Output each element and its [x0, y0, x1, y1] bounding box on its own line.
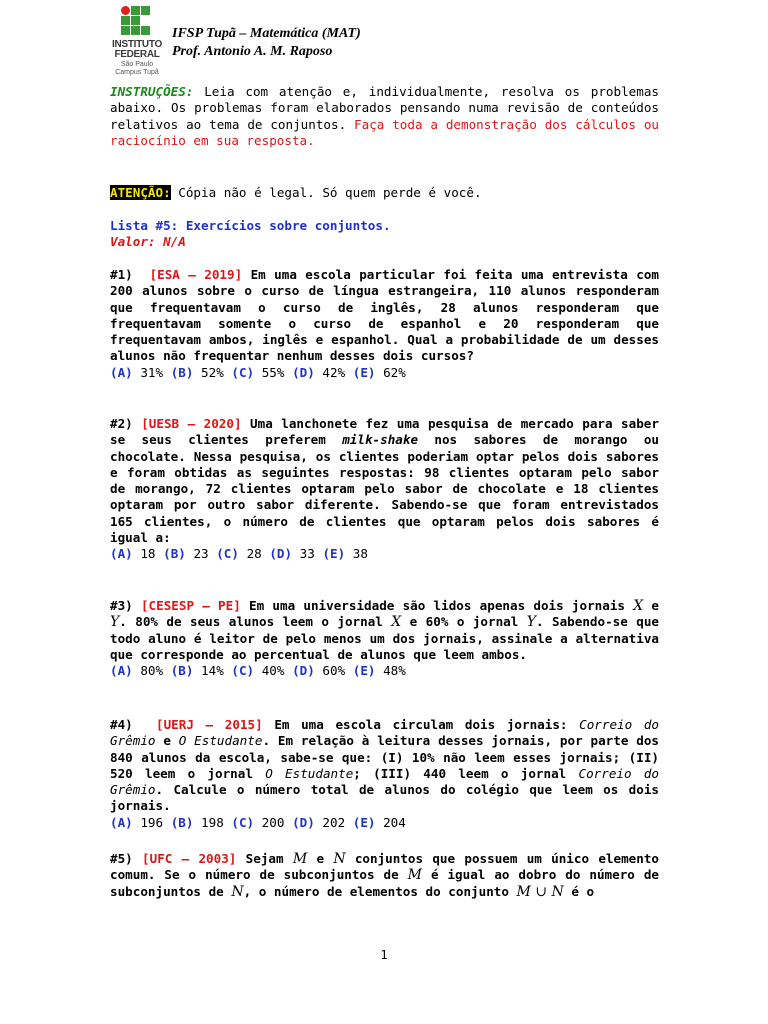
question-source: [ESA – 2019] — [149, 267, 243, 282]
instructions — [110, 84, 659, 149]
option-value: 198 — [201, 814, 224, 830]
ifsp-logo — [104, 6, 162, 78]
option-value: 33 — [299, 546, 315, 562]
question-text: é igual ao dobro do número de subconjuntos de — [110, 867, 659, 899]
option-letter: (B) — [170, 364, 194, 380]
journal-name: Correio do Grêmio — [110, 717, 659, 749]
option-value: 196 — [140, 814, 164, 830]
variable-n: N — [231, 883, 244, 900]
question-number: #2) — [110, 416, 133, 431]
attention — [110, 185, 659, 201]
instructions-text: Leia com atenção e, individualmente, resolva os problemas abaixo. Os problemas foram elaborados pensando numa revisão de conteúdos relativos ao tema de conjuntos. — [110, 84, 659, 132]
question-text: Em uma escola circulam dois jornais: — [274, 717, 580, 732]
question-source: [UFC – 2003] — [142, 851, 237, 866]
question-source: [UESB – 2020] — [141, 416, 242, 431]
question-5 — [110, 851, 659, 900]
options — [110, 365, 659, 381]
list-value: Valor: N/A — [110, 234, 186, 250]
question-text: . Em relação à leitura desses jornais, por parte dos 840 alunos da escola, sabe-se que: (I) 10% não leem esses jornais; (II) 520 leem o jornal — [110, 733, 660, 781]
logo-line-3: São Paulo — [120, 61, 154, 68]
option-value: 60% — [322, 663, 346, 679]
option-letter: (C) — [231, 364, 255, 380]
option-value: 23 — [193, 546, 209, 562]
option-letter: (A) — [110, 364, 133, 380]
option-letter: (B) — [170, 663, 194, 679]
option-letter: (B) — [170, 814, 194, 830]
variable-y: Y — [110, 614, 120, 631]
journal-name: Correio do Grêmio — [110, 765, 660, 798]
variable-y: Y — [526, 614, 536, 631]
question-text: , o número de elementos do conjunto — [243, 883, 517, 899]
question-text: é o — [563, 883, 595, 899]
question-text: conjuntos que possuem um único elemento comum. Se o número de subconjuntos de — [110, 851, 659, 883]
question-number: #5) — [110, 851, 133, 866]
attention-label: ATENÇÃO: — [110, 185, 171, 200]
options — [110, 546, 659, 562]
logo-line-4: Campus Tupã — [115, 69, 159, 76]
question-text: Em uma universidade são lidos apenas dois jornais — [249, 598, 634, 613]
question-4 — [110, 717, 659, 831]
option-letter: (C) — [216, 546, 239, 562]
question-text: e — [307, 851, 334, 866]
question-2 — [110, 416, 659, 563]
option-letter: (A) — [110, 546, 133, 562]
option-value: 48% — [383, 663, 406, 679]
option-letter: (A) — [110, 814, 133, 830]
option-letter: (C) — [231, 814, 255, 830]
question-text: ; (III) 440 leem o jornal — [353, 765, 579, 781]
option-letter: (D) — [269, 546, 293, 562]
attention-text: Cópia não é legal. Só quem perde é você. — [170, 185, 482, 200]
question-3 — [110, 598, 659, 679]
question-number: #1) — [110, 267, 133, 282]
question-text: . Sabendo-se que todo aluno é leitor de pelo menos um dos jornais, assinale a alternativa que corresponde ao percentual de alunos que leem ambos. — [110, 614, 659, 662]
logo-line-1: INSTITUTO — [112, 39, 162, 50]
option-letter: (D) — [292, 663, 315, 679]
logo-line-2: FEDERAL — [114, 49, 160, 60]
variable-x: X — [391, 614, 402, 631]
options — [110, 815, 659, 831]
option-value: 38 — [352, 546, 368, 562]
question-text: Uma lanchonete fez uma pesquisa de mercado para saber se seus clientes preferem — [110, 416, 659, 448]
option-value: 200 — [261, 814, 285, 830]
question-number: #4) — [110, 717, 133, 732]
professor-name: Prof. Antonio A. M. Raposo — [172, 44, 333, 59]
question-text: Sejam — [245, 851, 293, 866]
question-text: . 80% de seus alunos leem o jornal — [119, 614, 392, 630]
option-letter: (E) — [352, 663, 376, 679]
question-source: [UERJ – 2015] — [156, 717, 263, 732]
instructions-red-text: Faça toda a demonstração dos cálculos ou raciocínio em sua resposta. — [110, 116, 659, 148]
option-value: 31% — [140, 364, 164, 380]
variable-m: M — [407, 867, 422, 884]
journal-name: O Estudante — [265, 765, 354, 781]
variable-x: X — [633, 598, 644, 614]
option-value: 55% — [261, 364, 285, 380]
option-value: 14% — [201, 663, 224, 679]
option-letter: (E) — [322, 546, 346, 562]
option-letter: (B) — [163, 546, 186, 562]
option-value: 52% — [201, 364, 224, 380]
option-value: 40% — [261, 663, 285, 679]
variable-n: N — [333, 851, 346, 867]
logo-grid-icon — [121, 6, 151, 38]
option-letter: (A) — [110, 663, 133, 679]
option-letter: (E) — [352, 814, 376, 830]
question-1 — [110, 267, 659, 381]
question-number: #3) — [110, 598, 133, 613]
question-text: e 60% o jornal — [401, 614, 527, 630]
journal-name: O Estudante — [178, 733, 263, 749]
question-text: nos sabores de morango ou chocolate. Nessa pesquisa, os clientes poderiam optar pelos dois sabores e foram obtidas as seguintes respostas: 98 clientes optaram pelo sabor de morango, 72 clientes optaram pelo sabor de chocolate e 18 clientes optaram por outro sabor diferente. Sabendo-se que foram entrevistados 165 clientes, o número de clientes que optaram pelos dois sabores é igual a: — [110, 432, 659, 546]
options — [110, 663, 659, 679]
question-text: Em uma escola particular foi feita uma entrevista com 200 alunos sobre o curso de língua estrangeira, 110 alunos responderam que frequentavam o curso de inglês, 28 alunos responderam que frequentavam somente o curso de espanhol e 20 responderam que frequentavam ambos, inglês e espanhol. Qual a probabilidade de um desses alunos não frequentar nenhum desses dois cursos? — [110, 267, 659, 364]
variable-m: M — [292, 851, 308, 867]
question-text: e — [155, 733, 179, 749]
option-letter: (D) — [292, 814, 315, 830]
option-letter: (E) — [352, 364, 376, 380]
course-title: IFSP Tupã – Matemática (MAT) — [172, 26, 361, 41]
page-number: 1 — [380, 948, 388, 962]
option-value: 42% — [322, 364, 346, 380]
option-value: 202 — [322, 814, 346, 830]
instructions-label: INSTRUÇÕES: — [110, 84, 194, 99]
list-header — [110, 218, 659, 251]
option-letter: (D) — [292, 364, 315, 380]
option-value: 18 — [140, 546, 156, 562]
question-text-italic: milk-shake — [342, 432, 419, 448]
list-title: Lista #5: Exercícios sobre conjuntos. — [110, 218, 391, 233]
option-value: 62% — [383, 364, 406, 380]
question-text: e — [643, 598, 659, 613]
question-source: [CESESP – PE] — [140, 598, 241, 613]
option-letter: (C) — [231, 663, 255, 679]
question-text: . Calcule o número total de alunos do colégio que leem os dois jornais. — [110, 782, 659, 814]
union-expression: M ∪ N — [516, 883, 564, 900]
option-value: 204 — [383, 814, 406, 830]
option-value: 28 — [246, 546, 262, 562]
option-value: 80% — [140, 663, 164, 679]
